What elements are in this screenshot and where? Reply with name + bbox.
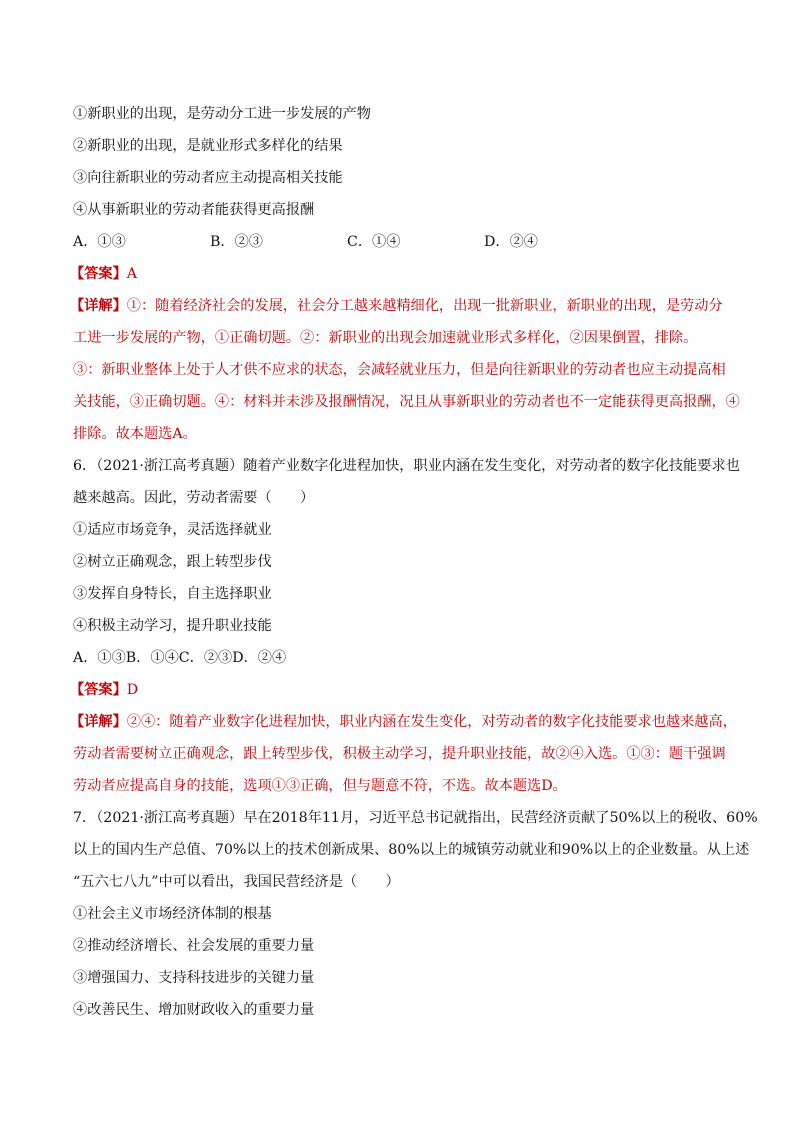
q5-answer <box>70 258 733 290</box>
q6-statement-4: ④积极主动学习，提升职业技能 <box>73 618 272 634</box>
q5-detail-line-2: 工进一步发展的产物，①正确切题。②：新职业的出现会加速就业形式多样化，②因果倒置，排除。 <box>73 330 698 346</box>
question-7 <box>73 802 758 1026</box>
q7-statement-2: ②推动经济增长、社会发展的重要力量 <box>73 938 315 954</box>
q7-statement-4: ④改善民生、增加财政收入的重要力量 <box>73 1002 315 1018</box>
q7-stem-line-3: “五六七八九”中可以看出，我国民营经济是（ ） <box>73 874 400 890</box>
q7-statement-1: ①社会主义市场经济体制的根基 <box>73 906 272 922</box>
q6-answer <box>70 674 733 706</box>
answer-value: D <box>126 682 139 698</box>
q6-detail-line-1: 【详解】②④：随着产业数字化进程加快，职业内涵在发生变化，对劳动者的数字化技能要求也越来越高， <box>70 714 737 730</box>
q6-statement-3: ③发挥自身特长，自主选择职业 <box>73 586 272 602</box>
q5-option-b: B．②③ <box>210 234 263 250</box>
q5-option-d: D．②④ <box>484 234 538 250</box>
q5-option-a: A．①③ <box>73 234 126 250</box>
document-page <box>70 98 758 1026</box>
question-6 <box>70 450 740 802</box>
answer-label: 【答案】 <box>70 266 127 282</box>
question-5 <box>70 98 740 450</box>
q7-stem-line-1: 7．（2021·浙江高考真题）早在2018年11月，习近平总书记就指出，民营经济贡献了50%以上的税收、60% <box>73 810 758 826</box>
q5-detail-line-5: 排除。故本题选A。 <box>73 426 197 442</box>
q7-stem-line-2: 以上的国内生产总值、70%以上的技术创新成果、80%以上的城镇劳动就业和90%以上的企业数量。从上述 <box>73 842 750 858</box>
q5-detail-line-1: 【详解】①：随着经济社会的发展，社会分工越来越精细化，出现一批新职业，新职业的出现，是劳动分 <box>70 298 723 314</box>
q5-statement-2: ②新职业的出现，是就业形式多样化的结果 <box>73 138 343 154</box>
detail-label: 【详解】 <box>70 298 127 314</box>
detail-label: 【详解】 <box>70 714 127 730</box>
q7-statement-3: ③增强国力、支持科技进步的关键力量 <box>73 970 315 986</box>
q5-detail-line-3: ③：新职业整体上处于人才供不应求的状态，会减轻就业压力，但是向往新职业的劳动者也应主动提高相 <box>73 362 726 378</box>
q5-detail-line-4: 关技能，③正确切题。④：材料并未涉及报酬情况，况且从事新职业的劳动者也不一定能获得更高报酬，④ <box>73 394 740 410</box>
q5-statement-4: ④从事新职业的劳动者能获得更高报酬 <box>73 202 315 218</box>
q5-statement-1: ①新职业的出现，是劳动分工进一步发展的产物 <box>73 106 371 122</box>
answer-label: 【答案】 <box>70 682 127 698</box>
q6-statement-2: ②树立正确观念，跟上转型步伐 <box>73 554 272 570</box>
answer-value: A <box>126 266 138 282</box>
q6-stem-line-1: 6．（2021·浙江高考真题）随着产业数字化进程加快，职业内涵在发生变化，对劳动者的数字化技能要求也 <box>73 458 740 474</box>
q6-stem-line-2: 越来越高。因此，劳动者需要（ ） <box>73 490 315 506</box>
q6-detail-line-2: 劳动者需要树立正确观念，跟上转型步伐，积极主动学习，提升职业技能，故②④入选。①③：题干强调 <box>73 746 726 762</box>
q6-detail-line-3: 劳动者应提高自身的技能，选项①③正确，但与题意不符，不选。故本题选D。 <box>73 778 567 794</box>
q5-options <box>73 226 733 258</box>
q5-option-c: C．①④ <box>347 234 401 250</box>
q5-statement-3: ③向往新职业的劳动者应主动提高相关技能 <box>73 170 343 186</box>
q6-options: A．①③B．①④C．②③D．②④ <box>73 650 287 666</box>
q6-statement-1: ①适应市场竞争，灵活选择就业 <box>73 522 272 538</box>
